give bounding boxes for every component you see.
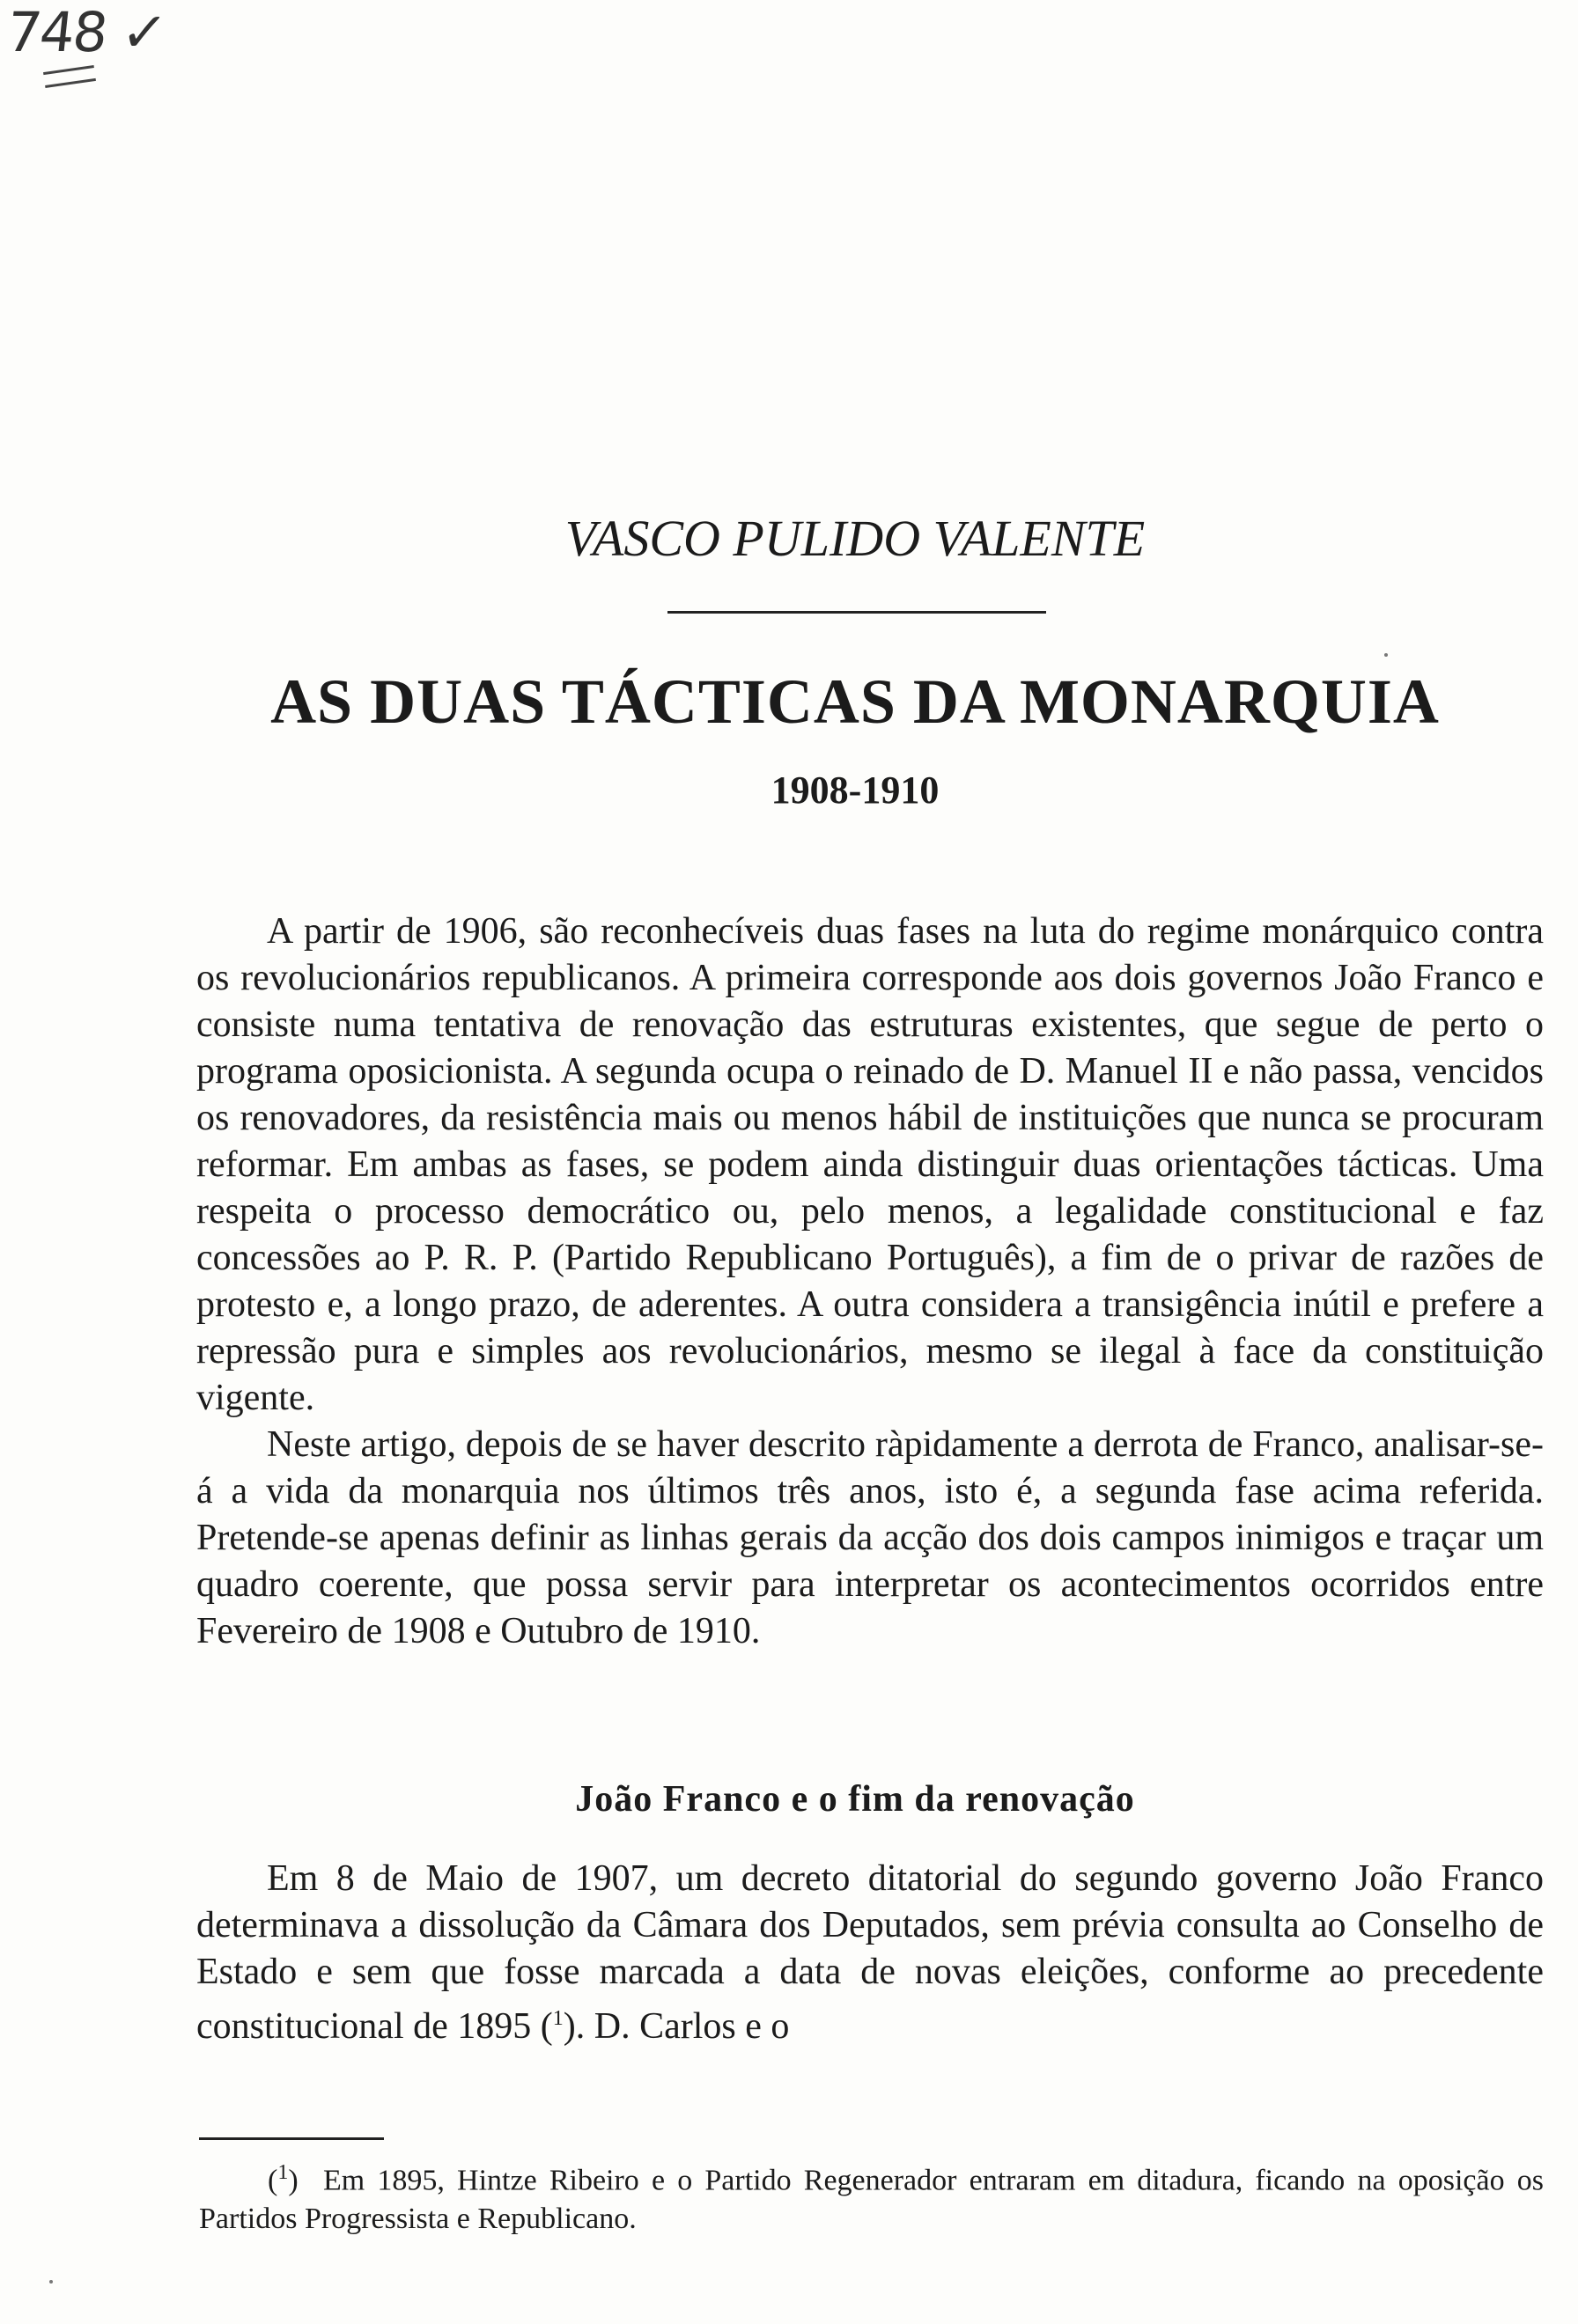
article-author: VASCO PULIDO VALENTE [564, 510, 1146, 567]
intro-paragraph-1: A partir de 1906, são reconhecíveis duas fases na luta do regime monárquico contra os revolucionários republicanos. A primeira corresponde aos dois governos João Franco e consiste numa tentativa de renovação das estruturas existentes, que segue de perto o programa oposicionista. A segunda ocupa o reinado de D. Manuel II e não passa, vencidos os renovadores, da resistência mais ou menos hábil de instituições que nunca se procuram reformar. Em ambas as fases, se podem ainda distinguir duas orientações tácticas. Uma respeita o processo democrático ou, pelo menos, a legalidade constitucional e faz concessões ao P. R. P. (Partido Republicano Português), a fim de o privar de razões de protesto e, a longo prazo, de aderentes. A outra considera a transigência inútil e prefere a repressão pura e simples aos revolucionários, mesmo se ilegal à face da constituição vigente. [196, 911, 1544, 1418]
handwritten-page-number: 748 ✓ [4, 0, 169, 64]
footnote-marker: 1 [277, 2161, 289, 2184]
section-text-start: Em 8 de Maio de 1907, um decreto ditatorial do segundo governo João Franco determinava a dissolução da Câmara dos Deputados, sem prévia consulta ao Conselho de Estado e sem que fosse marcada a data de novas eleições, conforme ao precedente constitucional de 1895 ( [196, 1858, 1544, 2047]
section-heading: João Franco e o fim da renovação [575, 1779, 1135, 1820]
article-subtitle: 1908-1910 [771, 769, 940, 812]
footnote-rule [199, 2137, 384, 2140]
section-body [196, 1856, 1544, 2050]
section-text-end: ). D. Carlos e o [563, 2006, 790, 2047]
title-rule [667, 611, 1046, 614]
section-paragraph [196, 1856, 1544, 2050]
footnote-1: ($^1$) Em 1895, Hintze Ribeiro e o Partido Regenerador entraram em ditadura, ficando na oposição os Partidos Progressista e Republicano. [199, 2161, 1544, 2236]
intro-paragraph-2: Neste artigo, depois de se haver descrito ràpidamente a derrota de Franco, analisar-se-á a vida da monarquia nos últimos três anos, isto é, a segunda fase acima referida. Pretende-se apenas definir as linhas gerais da acção dos dois campos inimigos e traçar um quadro coerente, que possa servir para interpretar os acontecimentos ocorridos entre Fevereiro de 1908 e Outubro de 1910. [196, 1424, 1544, 1651]
scan-speck [1384, 653, 1388, 657]
footnote-reference[interactable]: 1 [552, 2007, 564, 2030]
scan-speck [49, 2280, 53, 2284]
article-title: AS DUAS TÁCTICAS DA MONARQUIA [270, 666, 1440, 737]
intro-section [196, 908, 1544, 1655]
footnote-text: Em 1895, Hintze Ribeiro e o Partido Regenerador entraram em ditadura, ficando na oposição os Partidos Progressista e Republicano. [199, 2164, 1544, 2236]
handwritten-underline [43, 65, 96, 88]
